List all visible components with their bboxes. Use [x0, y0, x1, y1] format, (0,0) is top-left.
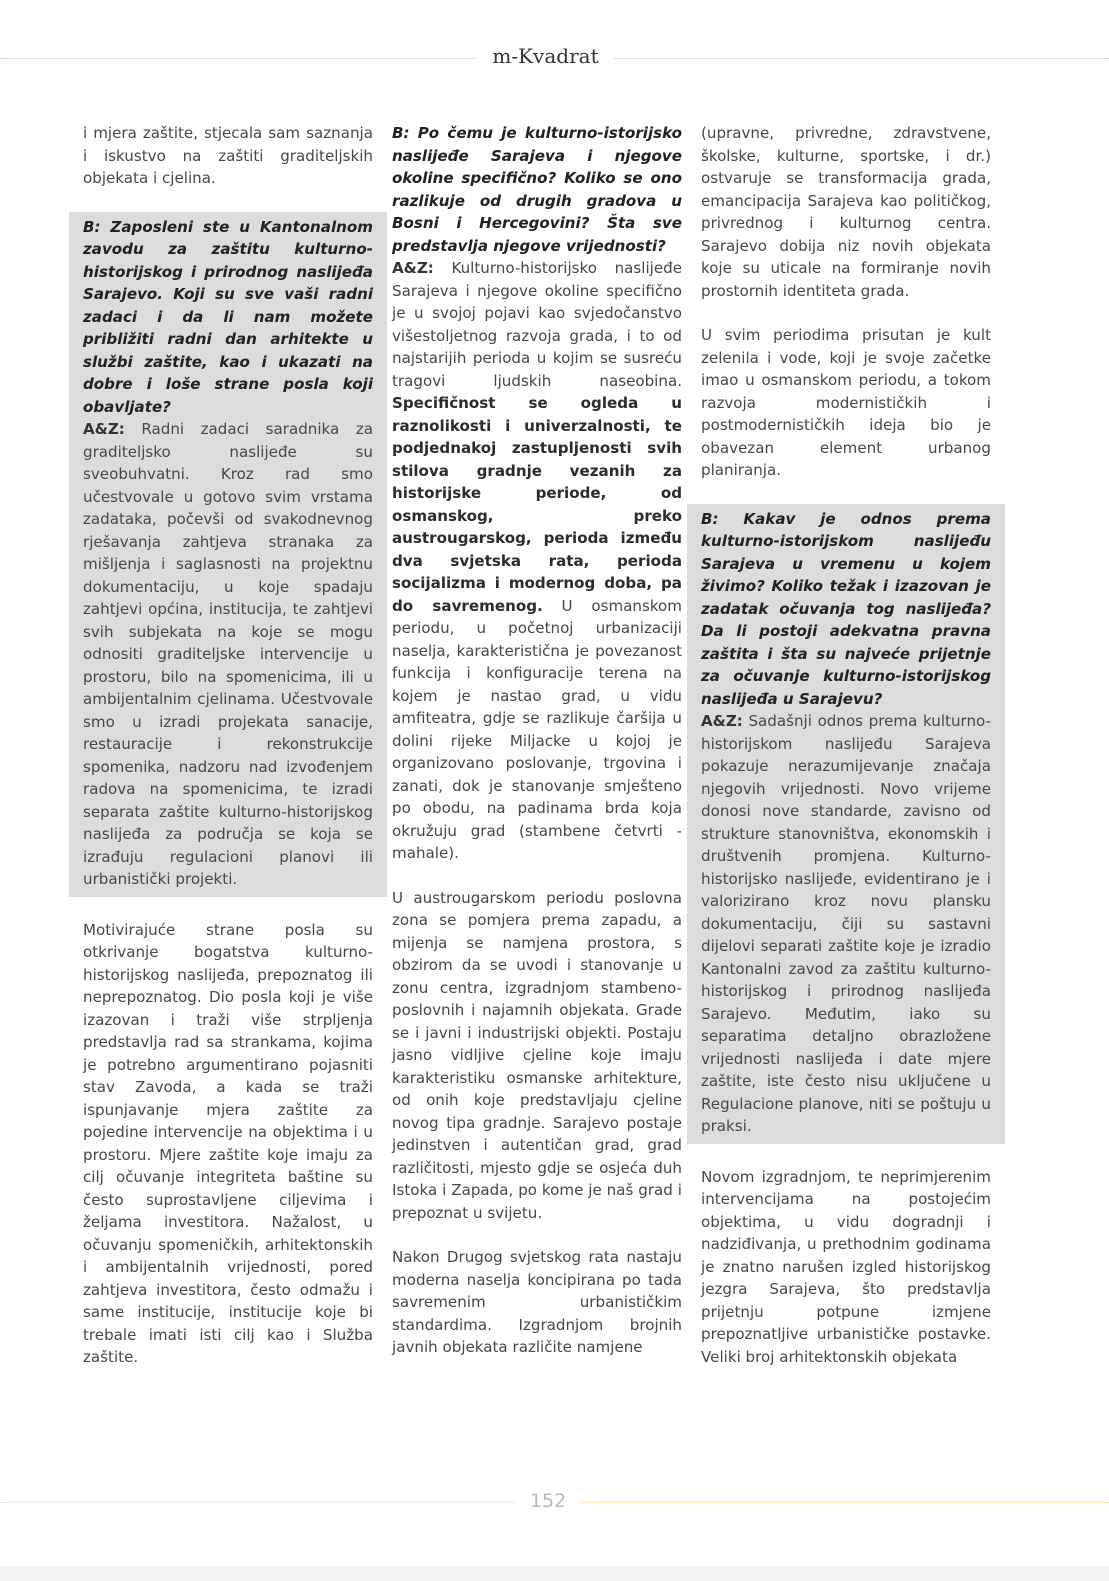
col3-question: B: Kakav je odnos prema kulturno-istorijskom naslijeđu Sarajeva u vremenu u kojem živimo? Koliko težak i izazovan je zadatak očuvanja tog naslijeđa? Da li postoji adekvatna pravna zaštita i šta su najveće prijetnje za očuvanje kulturno-istorijskog naslijeđa u Sarajevu? — [701, 509, 991, 708]
col3-paragraph-3: Novom izgradnjom, te neprimjerenim intervencijama na postojećim objektima, u vidu dogradnji i nadziđivanja, u prethodnim godinama je znatno narušen izgled historijskog jezgra Sarajeva, što predstavlja prijetnju potpune izmjene prepoznatljive urbanističke postavke. Veliki broj arhitektonskih objekata — [701, 1167, 991, 1366]
col2-answer-text-1: Kulturno-historijsko naslijeđe Sarajeva i njegove okoline specifično je u svojoj pojavi kao svjedočanstvo višestoljetnog razvoja grada, i to od najstarijih perioda u kojim se susreću tragovi ljudskih naseobina. — [392, 259, 682, 390]
magazine-title: m-Kvadrat — [492, 44, 599, 68]
col3-question-box — [687, 504, 1005, 1144]
column-3 — [701, 122, 991, 1368]
col1-question-box — [69, 212, 387, 897]
col2-answer — [392, 257, 682, 865]
header-rule-left — [0, 58, 476, 59]
col2-paragraph-3: Nakon Drugog svjetskog rata nastaju moderna naselja koncipirana po tada savremenim urbanističkim standardima. Izgradnjom brojnih javnih objekata različite namjene — [392, 1248, 682, 1356]
column-2 — [392, 122, 682, 1359]
footer-rule-left — [0, 1502, 516, 1503]
col1-paragraph-2: Motivirajuće strane posla su otkrivanje bogatstva kulturno-historijskog naslijeđa, prepoznatog ili neprepoznatog. Dio posla koji je više izazovan i traži više strpljenja predstavlja rad sa strankama, kojima je potrebno argumentirano pojasniti stav Zavoda, a kada se traži ispunjavanje mjera zaštite za pojedine intervencije na objektima i u prostoru. Mjere zaštite koje imaju za cilj očuvanje integriteta baštine su često suprostavljene ciljevima i željama investitora. Nažalost, u očuvanju spomeničkih, arhitektonskih i ambijentalnih vrijednosti, pored zahtjeva investitora, često odmažu i same institucije, institucije koje bi trebale imati isti cilj kao i Služba zaštite. — [83, 920, 373, 1366]
page-footer — [0, 1490, 1109, 1514]
col1-answer — [83, 418, 373, 891]
footer-rule-right — [580, 1502, 1109, 1503]
col2-answer-emphasis: Specifičnost se ogleda u raznolikosti i univerzalnosti, te podjednakoj zastupljenosti svih stilova gradnje vezanih za historijske periode, od osmanskog, preko austrougarskog, perioda između dva svjetska rata, perioda socijalizma i modernog doba, pa do savremenog. — [392, 394, 682, 615]
col2-question: B: Po čemu je kulturno-istorijsko naslijeđe Sarajeva i njegove okoline specifično? Koliko se ono razlikuje od drugih gradova u Bosni i Hercegovini? Šta sve predstavlja njegove vrijednosti? — [392, 124, 682, 255]
col3-paragraph-2: U svim periodima prisutan je kult zelenila i vode, koji je svoje začetke imao u osmanskom periodu, a tokom razvoja modernističkih i postmodernističkih ideja bio je obavezan element urbanog planiranja. — [701, 326, 991, 479]
col1-paragraph-1: i mjera zaštite, stjecala sam saznanja i iskustvo na zaštiti graditeljskih objekata i cjelina. — [83, 124, 373, 187]
col2-paragraph-2: U austrougarskom periodu poslovna zona se pomjera prema zapadu, a mijenja se namjena prostora, s obzirom da se uvodi i stanovanje u zonu centra, izgradnjom stambeno-poslovnih i najamnih objekata. Grade se i javni i industrijski objekti. Postaju jasno vidljive cjeline koje imaju karakteristiku osmanske arhitekture, od onih koje predstavljaju cjeline novog tipa gradnje. Sarajevo postaje jedinstven i autentičan grad, grad različitosti, mjesto gdje se osjeća duh Istoka i Zapada, po kome je naš grad i prepoznat u svijetu. — [392, 888, 682, 1222]
col3-paragraph-1: (upravne, privredne, zdravstvene, školske, kulturne, sportske, i dr.) ostvaruje se transformacija grada, emancipacija Sarajeva kao političkog, privrednog i kulturnog centra. Sarajevo dobija niz novih objekata koje su uticale na formiranje novih prostornih identiteta grada. — [701, 124, 991, 300]
col1-question: B: Zaposleni ste u Kantonalnom zavodu za zaštitu kulturno-historijskog i prirodnog naslijeđa Sarajevo. Koji su sve vaši radni zadaci i da li nam možete približiti radni dan arhitekte u službi zaštite, kao i ukazati na dobre i loše strane posla koji obavljate? — [83, 217, 373, 416]
col2-answer-text-2: U osmanskom periodu, u početnoj urbanizaciji naselja, karakteristična je povezanost funkcija i konfiguracije terena na kojem je nastao grad, u vidu amfiteatra, gdje se razlikuje čaršija u dolini rijeke Miljacke u kojoj je organizovano poslovanje, trgovina i zanati, dok je stanovanje smješteno po obodu, na padinama brda koja okružuju grad (stambene četvrti - mahale). — [392, 596, 682, 862]
col3-answer-text: Sadašnji odnos prema kulturno-historijskom naslijeđu Sarajeva pokazuje nerazumijevanje značaja njegovih vrijednosti. Novo vrijeme donosi nove standarde, zavisno od strukture stanovništva, ekonomskih i društvenih promjena. Kulturno-historijsko naslijeđe, evidentirano je i valorizirano kroz novu plansku dokumentaciju, čiji su sastavni dijelovi separati zaštite koje je izradio Kantonalni zavod za zaštitu kulturno-historijskog i prirodnog naslijeđa Sarajevo. Međutim, iako su separatima detaljno obrazložene vrijednosti naslijeđa i date mjere zaštite, iste često nisu uključene u Regulacione planove, niti se poštuju u praksi. — [701, 712, 991, 1135]
page-header — [0, 44, 1109, 72]
column-1 — [83, 122, 373, 1369]
bottom-bar — [0, 1566, 1109, 1581]
header-rule-right — [615, 58, 1109, 59]
col3-answer — [701, 710, 991, 1138]
answer-label: A&Z: — [701, 712, 743, 730]
col1-answer-text: Radni zadaci saradnika za graditeljsko naslijeđe su sveobuhvatni. Kroz rad smo učestvovale u gotovo svim vrstama zadataka, počevši od svakodnevnog rješavanja zahtjeva stranaka za mišljenja i saglasnosti na projektnu dokumentaciju, u koje spadaju zahtjevi općina, institucija, te zahtjevi svih subjekata na koje se mogu odnositi graditeljske intervencije u prostoru, bilo na spomenicima, ili u ambijentalnim cjelinama. Učestvovale smo u izradi projekata sanacije, restauracije i rekonstrukcije spomenika, nadzoru nad izvođenjem radova na spomenicima, te izradi separata zaštite kulturno-historijskog naslijeđa za područja se koja se izrađuju regulacioni planovi ili urbanistički projekti. — [83, 420, 373, 888]
page-number: 152 — [529, 1490, 567, 1512]
answer-label: A&Z: — [83, 420, 125, 438]
answer-label: A&Z: — [392, 259, 434, 277]
